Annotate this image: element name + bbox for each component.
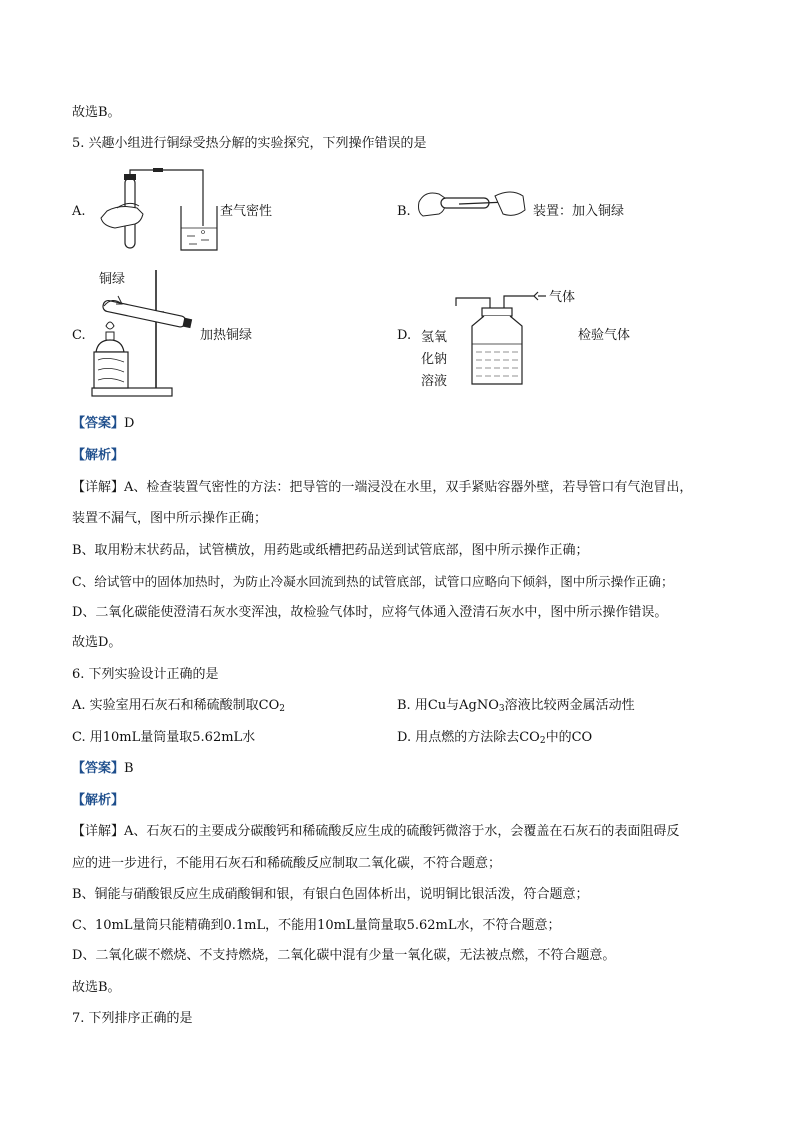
q7-stem: 7. 下列排序正确的是 [72, 1011, 193, 1026]
answer-value: B [124, 761, 134, 776]
option-text: 用10mL量筒量取5.62mL水 [89, 730, 256, 745]
q6-detail-b: B、铜能与硝酸银反应生成硝酸铜和银，有银白色固体析出，说明铜比银活泼，符合题意； [72, 887, 589, 902]
option-text-cont: 中的CO [545, 730, 593, 745]
detail-label: 【详解】 [72, 824, 125, 839]
q6-option-a [72, 697, 285, 718]
option-letter: C. [72, 730, 86, 745]
subscript: 2 [279, 704, 286, 714]
q6-option-d [397, 729, 592, 750]
q5-option-b-letter: B. [397, 204, 411, 219]
q5-option-a-caption: 查气密性 [220, 204, 273, 219]
option-text: 用点燃的方法除去CO [415, 730, 540, 745]
q6-detail-c: C、10mL量筒只能精确到0.1mL，不能用10mL量筒量取5.62mL水，不符合题意； [72, 918, 561, 933]
q5-option-d-letter: D. [397, 328, 412, 343]
q5-detail-b: B、取用粉末状药品，试管横放，用药匙或纸槽把药品送到试管底部，图中所示操作正确； [72, 543, 589, 558]
iron-stand-base [92, 388, 172, 396]
flame-icon [106, 322, 114, 329]
answer-label: 【答案】 [72, 761, 125, 776]
subscript: 3 [498, 704, 505, 714]
gas-washing-bottle [472, 316, 522, 384]
option-letter: A. [72, 698, 86, 713]
q6-conclusion: 故选B。 [72, 980, 121, 995]
analysis-label: 【解析】 [72, 793, 125, 808]
hand-icon [101, 207, 143, 228]
q5-stem: 5. 兴趣小组进行铜绿受热分解的实验探究，下列操作错误的是 [72, 136, 427, 151]
option-letter: B. [397, 698, 411, 713]
reagent-line: 氢氧 [421, 330, 448, 345]
q5-option-d-caption: 检验气体 [578, 328, 631, 343]
alcohol-lamp [96, 340, 124, 352]
detail-text: A、石灰石的主要成分碳酸钙和稀硫酸反应生成的硫酸钙微溶于水，会覆盖在石灰石的表面阻碍反 [124, 824, 680, 839]
q5-detail-a-cont: 装置不漏气，图中所示操作正确； [72, 511, 268, 526]
q4-conclusion: 故选B。 [72, 105, 121, 120]
q5-option-a-figure [95, 166, 225, 256]
q6-detail-a-cont: 应的进一步进行，不能用石灰石和稀硫酸反应制取二氧化碳，不符合题意； [72, 856, 502, 871]
reagent-line: 溶液 [421, 374, 448, 389]
q5-option-b-caption: 装置：加入铜绿 [533, 204, 625, 219]
q5-option-c-top-label: 铜绿 [99, 272, 126, 287]
q5-answer [72, 415, 134, 433]
q6-detail-a [72, 823, 679, 841]
bottle-stopper [482, 308, 512, 316]
q5-analysis-label [72, 447, 124, 465]
q5-detail-d: D、二氧化碳能使澄清石灰水变浑浊，故检验气体时，应将气体通入澄清石灰水中，图中所示操作错误。 [72, 605, 668, 620]
option-letter: D. [397, 730, 412, 745]
detail-label: 【详解】 [72, 480, 125, 495]
q5-detail-c: C、给试管中的固体加热时，为防止冷凝水回流到热的试管底部，试管口应略向下倾斜，图中所示操作正确； [72, 574, 674, 589]
right-hand-icon [495, 192, 525, 215]
q5-option-c-caption: 加热铜绿 [200, 328, 253, 343]
subscript: 2 [539, 736, 546, 746]
q6-detail-d: D、二氧化碳不燃烧、不支持燃烧，二氧化碳中混有少量一氧化碳，无法被点燃，不符合题意。 [72, 948, 616, 963]
q5-option-d-figure [450, 286, 550, 386]
q5-option-d-gas-label: 气体 [549, 290, 576, 305]
q5-option-c-letter: C. [72, 328, 86, 343]
q5-conclusion: 故选D。 [72, 635, 122, 650]
tilted-test-tube [102, 300, 186, 328]
q5-detail-a [72, 479, 692, 497]
reagent-line: 化钠 [421, 352, 448, 367]
q6-analysis-label [72, 792, 124, 810]
option-text: 用Cu与AgNO [414, 698, 499, 713]
detail-text: A、检查装置气密性的方法：把导管的一端浸没在水里，双手紧贴容器外壁，若导管口有气泡冒出， [124, 480, 693, 495]
analysis-label: 【解析】 [72, 448, 125, 463]
q6-answer [72, 760, 134, 778]
q5-option-a-letter: A. [72, 204, 86, 219]
answer-label: 【答案】 [72, 416, 125, 431]
q6-option-b [397, 697, 635, 718]
q6-stem: 6. 下列实验设计正确的是 [72, 667, 219, 682]
option-text: 实验室用石灰石和稀硫酸制取CO [89, 698, 280, 713]
q5-option-b-figure [415, 182, 530, 227]
answer-value: D [124, 416, 135, 431]
q5-option-c-figure [88, 270, 198, 398]
q6-option-c [72, 729, 255, 747]
option-text-cont: 溶液比较两金属活动性 [504, 698, 635, 713]
